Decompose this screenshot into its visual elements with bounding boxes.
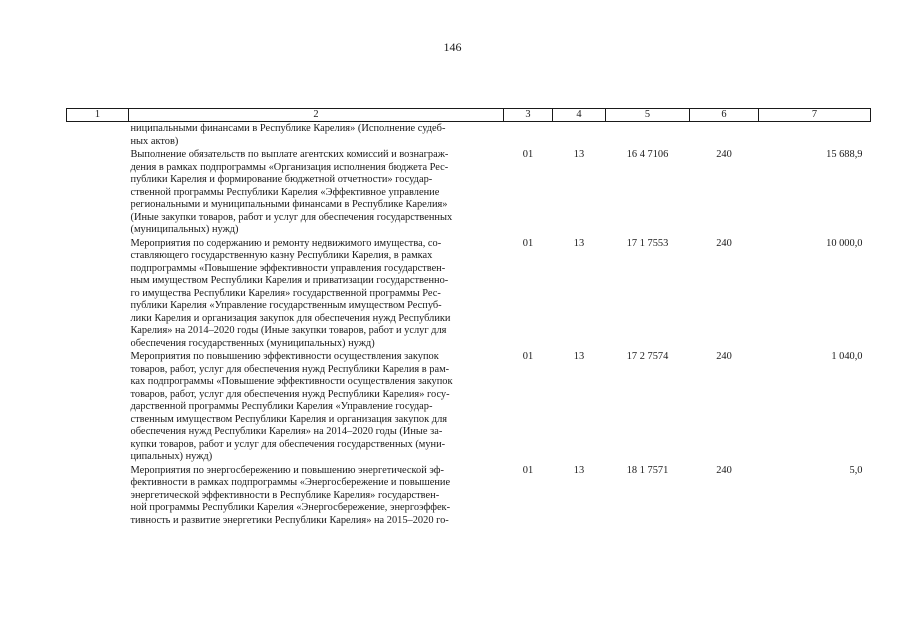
budget-table <box>66 108 871 528</box>
column-header: 7 <box>759 109 871 122</box>
row-description: Мероприятия по энергосбережению и повышению энергетической эф- фективности в рамках подпрограммы «Энергосбережение и повышение энергетической эффективности в Республике Карелия» государствен- ной программы Республики Карелия «Энергосбережение, энергоэффек- тивность и развитие энергетики Республики Карелия» на 2015–2020 го- <box>130 464 451 526</box>
row-number-cell <box>67 351 129 465</box>
row-subsection-code: 13 <box>573 464 585 476</box>
row-amount: 10 000,0 <box>826 237 863 249</box>
table-header-row <box>67 109 871 122</box>
row-subsection-code: 13 <box>573 351 585 362</box>
row-number-cell <box>67 149 129 238</box>
column-header: 6 <box>690 109 759 122</box>
row-expense-type <box>690 122 759 150</box>
row-description: ниципальными финансами в Республике Карелия» (Исполнение судеб- ных актов) <box>130 123 446 147</box>
column-header: 3 <box>504 109 553 122</box>
page-number: 146 <box>443 40 462 54</box>
table-row <box>67 351 871 465</box>
row-target-article: 17 1 7553 <box>626 237 669 249</box>
row-description: Мероприятия по содержанию и ремонту недвижимого имущества, со- ставляющего государственную казну Республики Карелия, в рамках подпрограммы «Повышение эффективности управления государствен- ным имуществом Республики Карелия и приватизации государственно- го имущества Республики Карелия» государственной программы Рес- публики Карелия «Управление государственным имуществом Респуб- лики Карелия и организация закупок для обеспечения нужд Республики Карелия» на 2014–2020 годы (Иные закупки товаров, работ и услуг для обеспечения государственных (муниципальных) нужд) <box>130 237 451 349</box>
table-row <box>67 238 871 352</box>
row-target-article: 17 2 7574 <box>626 351 669 362</box>
row-subsection-code: 13 <box>573 149 585 160</box>
row-expense-type: 240 <box>716 464 732 476</box>
table-row <box>67 465 871 529</box>
row-number-cell <box>67 122 129 150</box>
column-header: 5 <box>606 109 690 122</box>
column-header: 2 <box>129 109 504 122</box>
row-section-code: 01 <box>522 149 534 160</box>
row-section-code: 01 <box>522 464 534 476</box>
row-subsection-code <box>553 122 606 150</box>
row-section-code: 01 <box>522 237 534 249</box>
row-description: Мероприятия по повышению эффективности осуществления закупок товаров, работ, услуг для обеспечения нужд Республики Карелия в рам- ках подпрограммы «Повышение эффективности осуществления закупок товаров, работ, услуг для обеспечения нужд Республики Карелия» госу- дарственной программы Республики Карелия «Управление государ- ственным имуществом Республики Карелия и организация закупок для обеспечения нужд Республики Карелия» на 2014–2020 годы (Иные за- купки товаров, работ и услуг для обеспечения государственных (муни- ципальных) нужд) <box>130 351 453 462</box>
row-section-code: 01 <box>522 351 534 362</box>
row-amount: 5,0 <box>849 464 863 476</box>
row-number-cell <box>67 465 129 529</box>
row-expense-type: 240 <box>716 149 732 160</box>
row-section-code <box>504 122 553 150</box>
row-expense-type: 240 <box>716 237 732 249</box>
table-row <box>67 122 871 150</box>
table-row <box>67 149 871 238</box>
row-expense-type: 240 <box>716 351 732 362</box>
row-target-article: 16 4 7106 <box>626 149 669 160</box>
row-target-article <box>606 122 690 150</box>
row-amount: 1 040,0 <box>831 351 863 362</box>
row-target-article: 18 1 7571 <box>626 464 669 476</box>
column-header: 4 <box>553 109 606 122</box>
row-description: Выполнение обязательств по выплате агентских комиссий и вознаграж- дения в рамках подпрограммы «Организация исполнения бюджета Рес- публики Карелия и формирование бюджетной отчетности» государ- ственной программы Республики Карелия «Эффективное управление региональными и муниципальными финансами в Республике Карелия» (Иные закупки товаров, работ и услуг для обеспечения государственных (муниципальных) нужд) <box>130 149 453 235</box>
column-header: 1 <box>67 109 129 122</box>
row-amount <box>759 122 871 150</box>
row-amount: 15 688,9 <box>826 149 863 160</box>
row-subsection-code: 13 <box>573 237 585 249</box>
row-number-cell <box>67 238 129 352</box>
